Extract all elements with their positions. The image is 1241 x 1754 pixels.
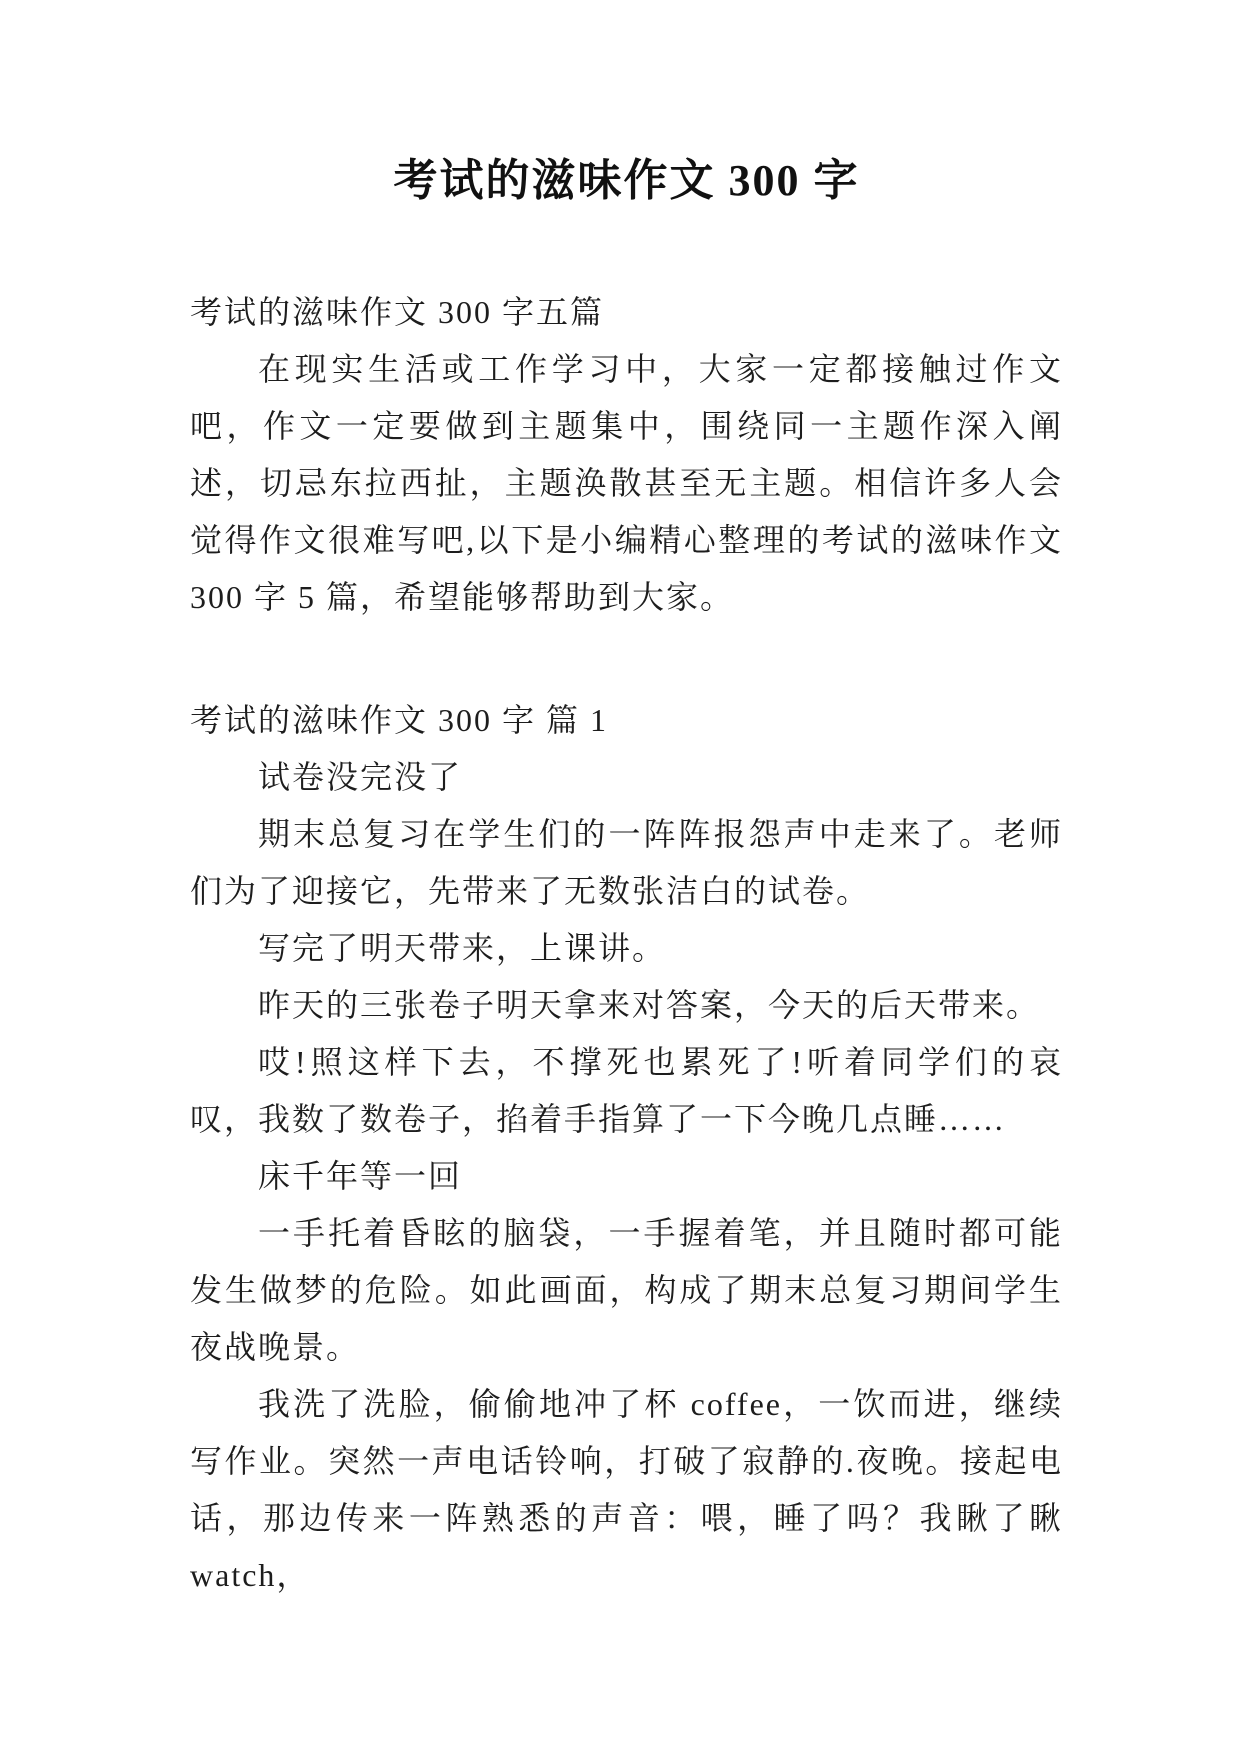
subtitle-line: 考试的滋味作文 300 字五篇: [190, 294, 605, 330]
body-paragraph-8: 我洗了洗脸，偷偷地冲了杯 coffee，一饮而进，继续写作业。突然一声电话铃响，打破了寂静的.夜晚。接起电话，那边传来一阵熟悉的声音：喂，睡了吗？我瞅了瞅 watch，: [190, 1386, 1063, 1593]
body-paragraph-3: 写完了明天带来，上课讲。: [258, 930, 667, 966]
body-paragraph-7: 一手托着昏眩的脑袋，一手握着笔，并且随时都可能发生做梦的危险。如此画面，构成了期末总复习期间学生夜战晚景。: [190, 1215, 1063, 1365]
intro-paragraph: 在现实生活或工作学习中，大家一定都接触过作文吧，作文一定要做到主题集中，围绕同一主题作深入阐述，切忌东拉西扯，主题涣散甚至无主题。相信许多人会觉得作文很难写吧,以下是小编精心整理的考试的滋味作文 300 字 5 篇，希望能够帮助到大家。: [190, 351, 1063, 615]
body-paragraph-4: 昨天的三张卷子明天拿来对答案，今天的后天带来。: [258, 987, 1041, 1023]
body-paragraph-5: 哎!照这样下去，不撑死也累死了!听着同学们的哀叹，我数了数卷子，掐着手指算了一下今晚几点睡……: [190, 1044, 1063, 1137]
body-paragraph-2: 期末总复习在学生们的一阵阵报怨声中走来了。老师们为了迎接它，先带来了无数张洁白的试卷。: [190, 816, 1063, 909]
section-heading-pian-1: 考试的滋味作文 300 字 篇 1: [190, 702, 609, 738]
document-title: 考试的滋味作文 300 字: [393, 156, 860, 205]
body-paragraph-6: 床千年等一回: [258, 1158, 463, 1194]
body-paragraph-1: 试卷没完没了: [258, 759, 463, 795]
